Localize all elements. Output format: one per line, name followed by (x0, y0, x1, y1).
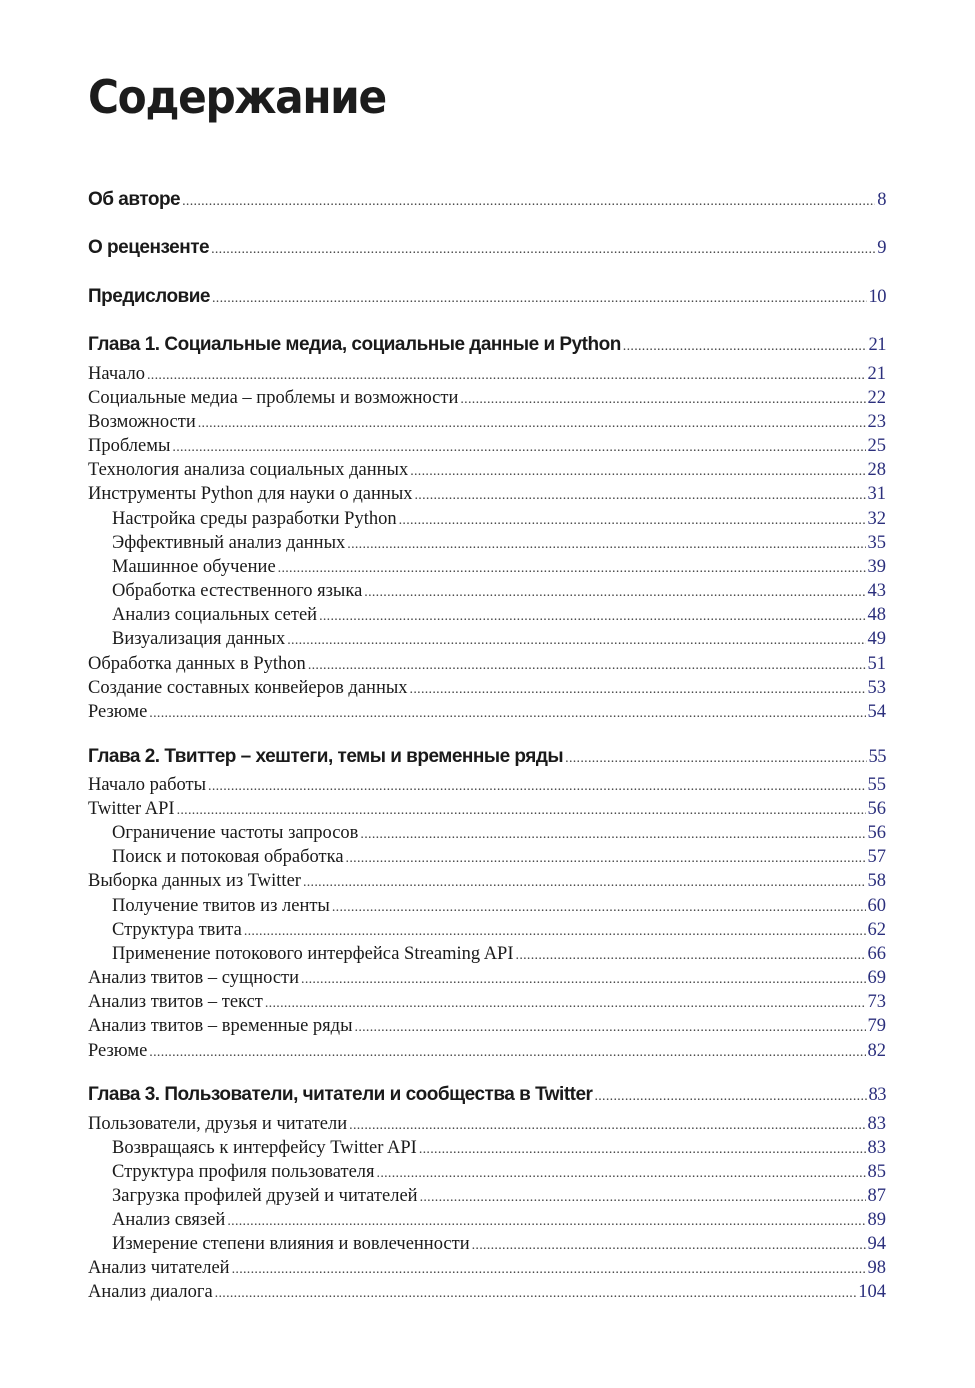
toc-entry-label: Выборка данных из Twitter (88, 871, 301, 891)
dot-leader (364, 582, 865, 604)
toc-entry-page-number: 73 (867, 992, 886, 1012)
dot-leader (410, 679, 866, 701)
toc-entry-page-number: 25 (867, 436, 886, 456)
dot-leader (244, 921, 866, 943)
toc-entry[interactable] (88, 919, 886, 943)
toc-entry-label: Технология анализа социальных данных (88, 460, 409, 480)
toc-entry[interactable] (88, 532, 886, 556)
toc-entry-label: Предисловие (88, 286, 210, 307)
toc-chapter-heading[interactable] (88, 237, 886, 261)
toc-entry-page-number: 56 (867, 799, 886, 819)
toc-entry-page-number: 51 (867, 654, 886, 674)
toc-entry-label: Анализ твитов – сущности (88, 968, 300, 988)
toc-entry[interactable] (88, 1015, 886, 1039)
toc-entry-page-number: 85 (867, 1162, 886, 1182)
toc-entry-label: Анализ связей (112, 1210, 226, 1230)
toc-entry[interactable] (88, 435, 886, 459)
toc-entry[interactable] (88, 1257, 886, 1281)
dot-leader (303, 872, 866, 894)
dot-leader (623, 336, 867, 358)
toc-entry[interactable] (88, 677, 886, 701)
toc-entry-page-number: 23 (867, 412, 886, 432)
toc-entry-page-number: 58 (867, 871, 886, 891)
toc-entry-page-number: 35 (867, 533, 886, 553)
toc-chapter-heading[interactable] (88, 189, 886, 213)
toc-entry-page-number: 53 (867, 678, 886, 698)
dot-leader (215, 1283, 857, 1305)
toc-entry-page-number: 55 (867, 775, 886, 795)
toc-entry[interactable] (88, 387, 886, 411)
toc-entry-label: Получение твитов из ленты (112, 896, 330, 916)
toc-entry-label: Глава 2. Твиттер – хештеги, темы и временные ряды (88, 746, 564, 767)
dot-leader (227, 1211, 865, 1233)
dot-leader (212, 288, 867, 310)
dot-leader (278, 558, 866, 580)
toc-entry-page-number: 60 (867, 896, 886, 916)
dot-leader (594, 1086, 866, 1108)
dot-leader (308, 655, 866, 677)
toc-entry-page-number: 28 (867, 460, 886, 480)
dot-leader (198, 413, 866, 435)
toc-entry-page-number: 21 (867, 364, 886, 384)
toc-entry-label: Анализ социальных сетей (112, 605, 318, 625)
toc-entry-page-number: 66 (867, 944, 886, 964)
toc-entry-label: Машинное обучение (112, 557, 276, 577)
toc-entry-page-number: 104 (858, 1282, 886, 1302)
dot-leader (410, 461, 865, 483)
toc-entry[interactable] (88, 895, 886, 919)
dot-leader (265, 993, 866, 1015)
toc-entry-page-number: 54 (867, 702, 886, 722)
dot-leader (287, 630, 865, 652)
toc-entry-label: Глава 3. Пользователи, читатели и сообщества в Twitter (88, 1084, 593, 1105)
toc-entry-page-number: 62 (867, 920, 886, 940)
toc-entry-label: Анализ твитов – временные ряды (88, 1016, 353, 1036)
toc-entry-label: Анализ диалога (88, 1282, 213, 1302)
toc-chapter-heading[interactable] (88, 1084, 886, 1108)
dot-leader (377, 1163, 866, 1185)
toc-entry-label: Создание составных конвейеров данных (88, 678, 408, 698)
toc-entry-label: Анализ твитов – текст (88, 992, 263, 1012)
toc-entry-page-number: 79 (867, 1016, 886, 1036)
toc-entry-label: Возможности (88, 412, 196, 432)
toc-entry-label: Визуализация данных (112, 629, 286, 649)
dot-leader (360, 824, 865, 846)
dot-leader (420, 1187, 866, 1209)
dot-leader (149, 703, 865, 725)
dot-leader (472, 1235, 866, 1257)
toc-entry[interactable] (88, 870, 886, 894)
toc-entry-page-number: 98 (867, 1258, 886, 1278)
dot-leader (332, 897, 866, 919)
toc-entry[interactable] (88, 991, 886, 1015)
dot-leader (399, 510, 866, 532)
toc-entry-label: Об авторе (88, 189, 181, 210)
toc-entry-page-number: 32 (867, 509, 886, 529)
dot-leader (147, 365, 866, 387)
dot-leader (415, 485, 866, 507)
toc-entry-label: Обработка данных в Python (88, 654, 306, 674)
toc-entry-page-number: 69 (867, 968, 886, 988)
toc-entry-page-number: 48 (867, 605, 886, 625)
toc-entry[interactable] (88, 1233, 886, 1257)
toc-entry[interactable] (88, 411, 886, 435)
toc-entry[interactable] (88, 1209, 886, 1233)
toc-chapter-heading[interactable] (88, 286, 886, 310)
toc-entry[interactable] (88, 604, 886, 628)
dot-leader (319, 606, 865, 628)
dot-leader (149, 1042, 865, 1064)
toc-entry-label: Структура профиля пользователя (112, 1162, 375, 1182)
toc-entry[interactable] (88, 701, 886, 725)
toc-entry-label: Резюме (88, 702, 148, 722)
toc-entry[interactable] (88, 508, 886, 532)
toc-entry[interactable] (88, 1281, 886, 1305)
toc-entry-label: Twitter API (88, 799, 175, 819)
toc-entry-label: Инструменты Python для науки о данных (88, 484, 413, 504)
toc-entry[interactable] (88, 846, 886, 870)
toc-entry[interactable] (88, 1185, 886, 1209)
page-title: Содержание (88, 70, 386, 124)
toc-entry[interactable] (88, 363, 886, 387)
toc-entry[interactable] (88, 1137, 886, 1161)
toc-entry[interactable] (88, 628, 886, 652)
toc-entry-page-number: 83 (868, 1085, 886, 1105)
toc-entry-label: Ограничение частоты запросов (112, 823, 359, 843)
toc-entry-label: Возвращаясь к интерфейсу Twitter API (112, 1138, 417, 1158)
toc-entry-label: Обработка естественного языка (112, 581, 363, 601)
toc-entry[interactable] (88, 822, 886, 846)
toc-entry-page-number: 21 (868, 335, 886, 355)
toc-entry-label: Проблемы (88, 436, 171, 456)
toc-entry-label: Глава 1. Социальные медиа, социальные данные и Python (88, 334, 621, 355)
toc-entry-label: Пользователи, друзья и читатели (88, 1114, 348, 1134)
toc-entry-page-number: 22 (867, 388, 886, 408)
toc-entry-page-number: 49 (867, 629, 886, 649)
dot-leader (182, 191, 875, 213)
toc-entry[interactable] (88, 1040, 886, 1064)
toc-chapter-heading[interactable] (88, 334, 886, 358)
toc-entry-label: Настройка среды разработки Python (112, 509, 397, 529)
dot-leader (346, 848, 866, 870)
toc-entry[interactable] (88, 1113, 886, 1137)
toc-entry-label: Эффективный анализ данных (112, 533, 346, 553)
toc-entry-page-number: 55 (868, 747, 886, 767)
toc-entry[interactable] (88, 967, 886, 991)
toc-chapter-heading[interactable] (88, 746, 886, 770)
toc-entry-page-number: 89 (867, 1210, 886, 1230)
dot-leader (347, 534, 865, 556)
toc-entry-label: Загрузка профилей друзей и читателей (112, 1186, 418, 1206)
dot-leader (349, 1115, 865, 1137)
dot-leader (177, 800, 866, 822)
toc-entry[interactable] (88, 459, 886, 483)
toc-entry[interactable] (88, 798, 886, 822)
toc-entry-page-number: 82 (867, 1041, 886, 1061)
toc-entry[interactable] (88, 653, 886, 677)
toc-entry-page-number: 83 (867, 1114, 886, 1134)
toc-entry-label: Анализ читателей (88, 1258, 230, 1278)
dot-leader (355, 1017, 866, 1039)
toc-entry-page-number: 43 (867, 581, 886, 601)
toc-entry[interactable] (88, 580, 886, 604)
toc-entry-page-number: 87 (867, 1186, 886, 1206)
toc-entry-label: Начало (88, 364, 145, 384)
dot-leader (208, 776, 865, 798)
dot-leader (419, 1139, 866, 1161)
dot-leader (211, 239, 875, 261)
toc-entry[interactable] (88, 774, 886, 798)
dot-leader (460, 389, 865, 411)
dot-leader (516, 945, 866, 967)
toc-entry-label: Резюме (88, 1041, 148, 1061)
toc-entry-label: Социальные медиа – проблемы и возможности (88, 388, 459, 408)
toc-entry-label: Поиск и потоковая обработка (112, 847, 344, 867)
dot-leader (232, 1259, 866, 1281)
dot-leader (172, 437, 865, 459)
dot-leader (301, 969, 865, 991)
toc-entry[interactable] (88, 943, 886, 967)
toc-entry-label: Измерение степени влияния и вовлеченности (112, 1234, 470, 1254)
toc-entry-page-number: 94 (867, 1234, 886, 1254)
toc-entry[interactable] (88, 1161, 886, 1185)
toc-entry-label: О рецензенте (88, 237, 210, 258)
toc-entry[interactable] (88, 556, 886, 580)
toc-entry[interactable] (88, 483, 886, 507)
toc-entry-page-number: 8 (877, 190, 886, 210)
toc-entry-page-number: 57 (867, 847, 886, 867)
toc-entry-page-number: 9 (877, 238, 886, 258)
toc-entry-page-number: 31 (867, 484, 886, 504)
toc-entry-page-number: 56 (867, 823, 886, 843)
toc-entry-label: Структура твита (112, 920, 242, 940)
toc-entry-page-number: 10 (868, 287, 886, 307)
toc-entry-page-number: 39 (867, 557, 886, 577)
toc-entry-label: Начало работы (88, 775, 207, 795)
toc-entry-label: Применение потокового интерфейса Streaming API (112, 944, 514, 964)
toc-entry-page-number: 83 (867, 1138, 886, 1158)
dot-leader (565, 748, 866, 770)
